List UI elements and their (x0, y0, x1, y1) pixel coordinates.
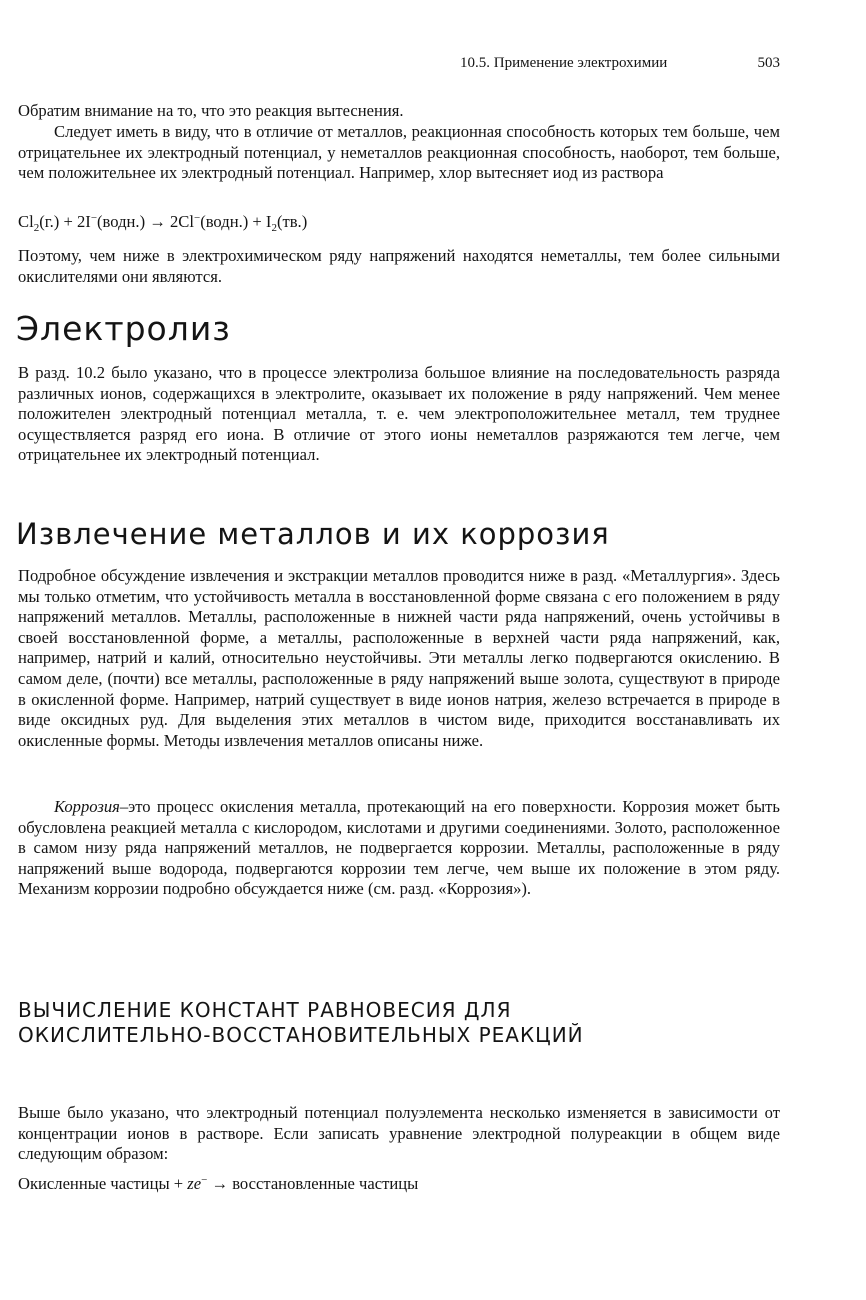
heading-extraction: Извлечение металлов и их коррозия (16, 517, 610, 551)
half-reaction-equation: Окисленные частицы + ze− → восстановленные частицы (18, 1174, 419, 1193)
intro-paragraph-2: Следует иметь в виду, что в отличие от металлов, реакционная способность которых тем больше, чем отрицательнее их электродный потенциал, у неметаллов реакционная способность, наоборот, тем больше, чем положительнее их электродный потенциал. Например, хлор вытесняет иод из раствора (18, 122, 780, 183)
equilibrium-paragraph: Выше было указано, что электродный потенциал полуэлемента несколько изменяется в зависимости от концентрации ионов в растворе. Если записать уравнение электродной полуреакции в общем виде следующим образом: (18, 1103, 780, 1164)
intro-paragraph-1: Обратим внимание на то, что это реакция вытеснения. (18, 101, 404, 120)
chlorine-iodine-equation: $Cl_2(г.)$ + 2I−(водн.) → 2Cl−(водн.) + $I_2(тв.)$ (18, 212, 308, 234)
extraction-paragraph-1: Подробное обсуждение извлечения и экстракции металлов проводится ниже в разд. «Металлургия». Здесь мы только отметим, что устойчивость металла в восстановленной форме связана с его положением в ряду напряжений металлов. Металлы, расположенные в нижней части ряда напряжений, очень устойчивы в своей восстановленной форме, а металлы, расположенные в верхней части ряда напряжений, как, например, натрий и калий, относительно неустойчивы. Эти металлы легко подвергаются окислению. В самом деле, (почти) все металлы, расположенные в ряду напряжений выше золота, существуют в природе в окисленной форме. Например, натрий существует в виде ионов натрия, железо встречается в природе в виде оксидных руд. Для выделения этих металлов в чистом виде, приходится восстанавливать их окисленные формы. Методы извлечения металлов описаны ниже. (18, 566, 780, 750)
heading-electrolysis: Электролиз (16, 309, 231, 348)
heading-equilibrium: ВЫЧИСЛЕНИЕ КОНСТАНТ РАВНОВЕСИЯ ДЛЯ ОКИСЛИТЕЛЬНО-ВОССТАНОВИТЕЛЬНЫХ РЕАКЦИЙ (18, 998, 584, 1047)
running-head (460, 55, 780, 72)
section-title: 10.5. Применение электрохимии (460, 55, 668, 71)
intro-paragraph-3: Поэтому, чем ниже в электрохимическом ряду напряжений находятся неметаллы, тем более сильными окислителями они являются. (18, 246, 780, 286)
term-corrosion: Коррозия (54, 797, 120, 816)
electrolysis-paragraph: В разд. 10.2 было указано, что в процессе электролиза большое влияние на последовательность разряда различных ионов, содержащихся в электролите, оказывает их положение в ряду напряжений. Чем менее положителен электродный потенциал металла, т. е. чем электроположительнее металл, тем труднее осуществляется разряд его иона. В отличие от этого ионы неметаллов разряжаются тем легче, чем отрицательнее их электродный потенциал. (18, 363, 780, 465)
extraction-paragraph-2: Коррозия–это процесс окисления металла, протекающий на его поверхности. Коррозия может быть обусловлена реакцией металла с кислородом, кислотами и другими соединениями. Золото, расположенное в самом низу ряда напряжений металлов, не подвергается коррозии. Металлы, расположенные в ряду напряжений выше водорода, подвергаются коррозии тем легче, чем выше их положение в этом ряду. Механизм коррозии подробно обсуждается ниже (см. разд. «Коррозия»). (18, 797, 780, 899)
page-number: 503 (757, 55, 780, 71)
